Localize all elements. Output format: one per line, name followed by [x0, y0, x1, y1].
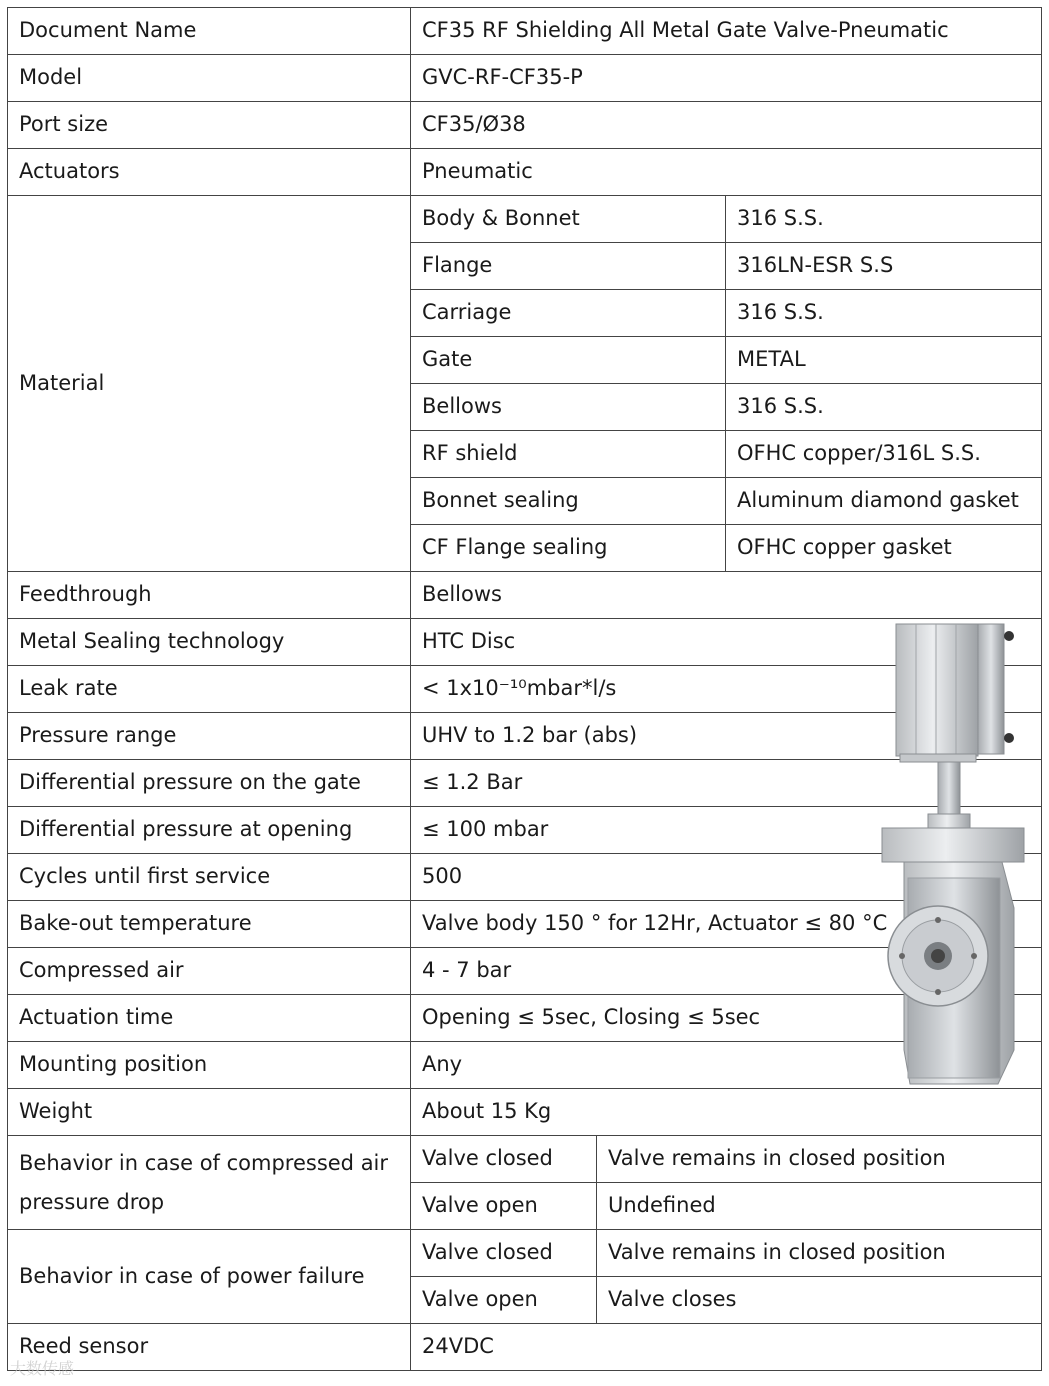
row-label: Mounting position — [8, 1042, 411, 1089]
row-value: ≤ 1.2 Bar — [411, 760, 1042, 807]
material-part: Carriage — [411, 290, 726, 337]
row-label: Port size — [8, 102, 411, 149]
row-label: Differential pressure on the gate — [8, 760, 411, 807]
table-row — [8, 1136, 1042, 1183]
row-label: Model — [8, 55, 411, 102]
row-label: Actuators — [8, 149, 411, 196]
table-row — [8, 572, 1042, 619]
row-value: 500 — [411, 854, 1042, 901]
row-value: 4 - 7 bar — [411, 948, 1042, 995]
row-label: Bake-out temperature — [8, 901, 411, 948]
behavior-result: Undefined — [597, 1183, 1042, 1230]
table-row — [8, 1324, 1042, 1371]
row-value: CF35 RF Shielding All Metal Gate Valve-Pneumatic — [411, 8, 1042, 55]
material-spec: 316 S.S. — [726, 290, 1042, 337]
table-row — [8, 196, 1042, 243]
table-row — [8, 55, 1042, 102]
material-spec: OFHC copper/316L S.S. — [726, 431, 1042, 478]
row-value: Valve body 150 ° for 12Hr, Actuator ≤ 80 °C — [411, 901, 1042, 948]
row-label: Material — [8, 196, 411, 572]
material-part: Gate — [411, 337, 726, 384]
material-part: Bonnet sealing — [411, 478, 726, 525]
material-spec: METAL — [726, 337, 1042, 384]
row-value: UHV to 1.2 bar (abs) — [411, 713, 1042, 760]
material-part: CF Flange sealing — [411, 525, 726, 572]
behavior-state: Valve open — [411, 1277, 597, 1324]
behavior-state: Valve closed — [411, 1136, 597, 1183]
material-part: Bellows — [411, 384, 726, 431]
material-spec: OFHC copper gasket — [726, 525, 1042, 572]
row-value: HTC Disc — [411, 619, 1042, 666]
row-label: Feedthrough — [8, 572, 411, 619]
behavior-state: Valve closed — [411, 1230, 597, 1277]
material-spec: 316 S.S. — [726, 196, 1042, 243]
material-part: RF shield — [411, 431, 726, 478]
material-part: Body & Bonnet — [411, 196, 726, 243]
behavior-result: Valve closes — [597, 1277, 1042, 1324]
table-row — [8, 1230, 1042, 1277]
row-value: CF35/Ø38 — [411, 102, 1042, 149]
row-label: Document Name — [8, 8, 411, 55]
gate-valve-image — [878, 618, 1028, 1090]
row-label: Behavior in case of power failure — [8, 1230, 411, 1324]
row-label: Pressure range — [8, 713, 411, 760]
behavior-state: Valve open — [411, 1183, 597, 1230]
material-spec: 316LN-ESR S.S — [726, 243, 1042, 290]
table-row — [8, 8, 1042, 55]
row-label: Leak rate — [8, 666, 411, 713]
material-spec: Aluminum diamond gasket — [726, 478, 1042, 525]
material-spec: 316 S.S. — [726, 384, 1042, 431]
row-label: Actuation time — [8, 995, 411, 1042]
behavior-result: Valve remains in closed position — [597, 1136, 1042, 1183]
row-label: Metal Sealing technology — [8, 619, 411, 666]
row-label: Differential pressure at opening — [8, 807, 411, 854]
table-row — [8, 102, 1042, 149]
row-value: GVC-RF-CF35-P — [411, 55, 1042, 102]
row-value: Pneumatic — [411, 149, 1042, 196]
row-label: Weight — [8, 1089, 411, 1136]
table-row — [8, 1089, 1042, 1136]
row-value: ≤ 100 mbar — [411, 807, 1042, 854]
row-value: < 1x10⁻¹⁰mbar*l/s — [411, 666, 1042, 713]
row-label: Compressed air — [8, 948, 411, 995]
row-value: Any — [411, 1042, 1042, 1089]
row-label: Reed sensor — [8, 1324, 411, 1371]
material-part: Flange — [411, 243, 726, 290]
row-value: Bellows — [411, 572, 1042, 619]
behavior-result: Valve remains in closed position — [597, 1230, 1042, 1277]
row-value: About 15 Kg — [411, 1089, 1042, 1136]
row-label: Cycles until first service — [8, 854, 411, 901]
row-value: 24VDC — [411, 1324, 1042, 1371]
row-value: Opening ≤ 5sec, Closing ≤ 5sec — [411, 995, 1042, 1042]
watermark: 大数传感 — [10, 1359, 75, 1378]
row-label: Behavior in case of compressed air pressure drop — [8, 1136, 411, 1230]
table-row — [8, 149, 1042, 196]
